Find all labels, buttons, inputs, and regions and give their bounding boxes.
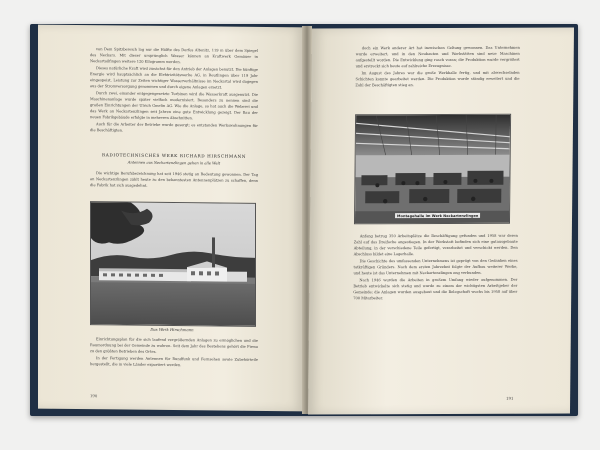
workshop-image xyxy=(355,115,510,224)
photo-caption: Das Werk Hirschmann xyxy=(150,326,194,333)
paragraph: doch ein Werk anderer Art hat inzwischen Geltung gewonnen. Das Unternehmen wurde erweitert, und in den Neubauten und Werkstätten sind neue Maschinen aufgestellt worden. Die Entwicklung ging rasch voran; die Produktion wurde vergrößert und erstreckt sich heute auf zahlreiche Erzeugnisse. xyxy=(355,45,520,69)
paragraph: Dieses natürliche Kraft wird zunächst für den Antrieb der Anlagen benutzt. Die künftige Energie wird hauptsächlich an die Elektrizitätswerke AG, in Reutlingen über 119 Jahr eingespeist. Leistung zur Zeiten wichtiger Wasserverhältnisse im Neckartal wird dagegen aus der Stromversorgung genommen und durch eigene Anlagen ersetzt. xyxy=(90,66,258,90)
paragraph: In der Fertigung werden Antennen für Rundfunk und Fernsehen sowie Zubehörteile hergestellt, die in viele Länder exportiert werden. xyxy=(90,356,258,368)
paragraph: Durch zwei, einander entgegengesetzte Turbinen wird die Wasserkraft ausgenutzt. Die Maschinenanlage wurde später vielfach modernisiert. Besonders zu nennen sind die großen Einrichtungen der Ulrich Gmelin AG. Wie die Anlage, so hat auch die Weberei und das Werk an Neckartenzlingen seit Jahren eine gute Entwicklung gezeigt. Der Bau der neuen Fabrikgebäude erfolgte in mehreren Abschnitten. xyxy=(90,91,258,121)
paragraph: Die wichtige Berufsbezeichnung hat seit 1946 stetig an Bedeutung gewonnen. Der Tag an Neckartenzlingen zählt heute zu den bekanntesten Antennenplätzen zu schaffen, denn die Fabrik hat sich ausgedehnt. xyxy=(90,171,258,188)
page-number: 191 xyxy=(506,395,514,401)
paragraph: Die Geschichte des umfassenden Unternehmens ist geprägt von den Gedanken eines tatkräftigen Gründers. Nach dem ersten Jahrzehnt folgte der Aufbau weiterer Werke, und heute ist das Unternehmen mit Neckartenzlingen eng verbunden. xyxy=(353,258,518,276)
section-subheading: Antennen aus Neckartenzlingen gehen in alle Welt xyxy=(127,160,221,166)
page-number: 190 xyxy=(90,393,98,399)
left-page-text-mid xyxy=(90,171,258,192)
factory-photo xyxy=(90,201,256,327)
paragraph: von Dem Spitzbereich lag nur die Hälfte des Dorfes Altenitz, 119 m über dem Spiegel des Neckars. Mit dieser ursprünglich Wasser können an Kraftwerk Gemäuer in Neckartailfingen weitere 120 Kilogramm werden. xyxy=(90,47,258,64)
right-page-text-top xyxy=(355,46,519,91)
factory-image xyxy=(91,202,255,326)
workshop-photo xyxy=(354,114,511,225)
left-page-text-bottom xyxy=(90,337,258,371)
left-page-text-top xyxy=(90,47,258,137)
right-page xyxy=(308,28,574,415)
paragraph: Nach 1946 wurden die Arbeiten in großem Umfang wieder aufgenommen. Der Betrieb entwickelte sich stetig und wurde zu einem der wichtigsten Arbeitgeber der Gemeinde; die Anlagen wurden ausgebaut und die Belegschaft wuchs bis 1958 auf über 700 Mitarbeiter. xyxy=(353,278,518,301)
paragraph: Anfang betrug 350 Arbeitsplätze die Beschäftigung gefunden und 1958 war deren Zahl auf das Dreifache angestiegen. In der Werkstatt befinden sich eine gutausgebaute Abteilung, in der verschiedene Teile gefertigt, verarbeitet und verschickt werden. Den Abschluss bildet eine Lagerhalle. xyxy=(353,233,518,257)
paragraph: Einrichtungsplan für die sich laufend vergrößernden Anlagen zu ermöglichen und die Raumordnung bei der Gemeinde zu wahren. Seit dem Jahr des Bestehens gehört die Firma zu den größten Betrieben des Ortes. xyxy=(90,337,258,354)
left-page xyxy=(38,25,304,412)
photo-label: Montagehalle im Werk Neckartenzlingen xyxy=(395,213,480,218)
right-page-text-bottom xyxy=(353,234,518,304)
section-heading: RADIOTECHNISCHES WERK RICHARD HIRSCHMANN xyxy=(102,152,246,159)
paragraph: Auch für die Arbeiter der Betriebe wurde gesorgt; es entstanden Werkswohnungen für die Beschäftigten. xyxy=(90,122,258,133)
paragraph: Im August des Jahres war die große Werkhalle fertig, und mit abwechselnden Schichten konnte gearbeitet werden. Die Produktion wurde ständig erweitert und die Zahl der Beschäftigten stieg an. xyxy=(355,70,520,88)
